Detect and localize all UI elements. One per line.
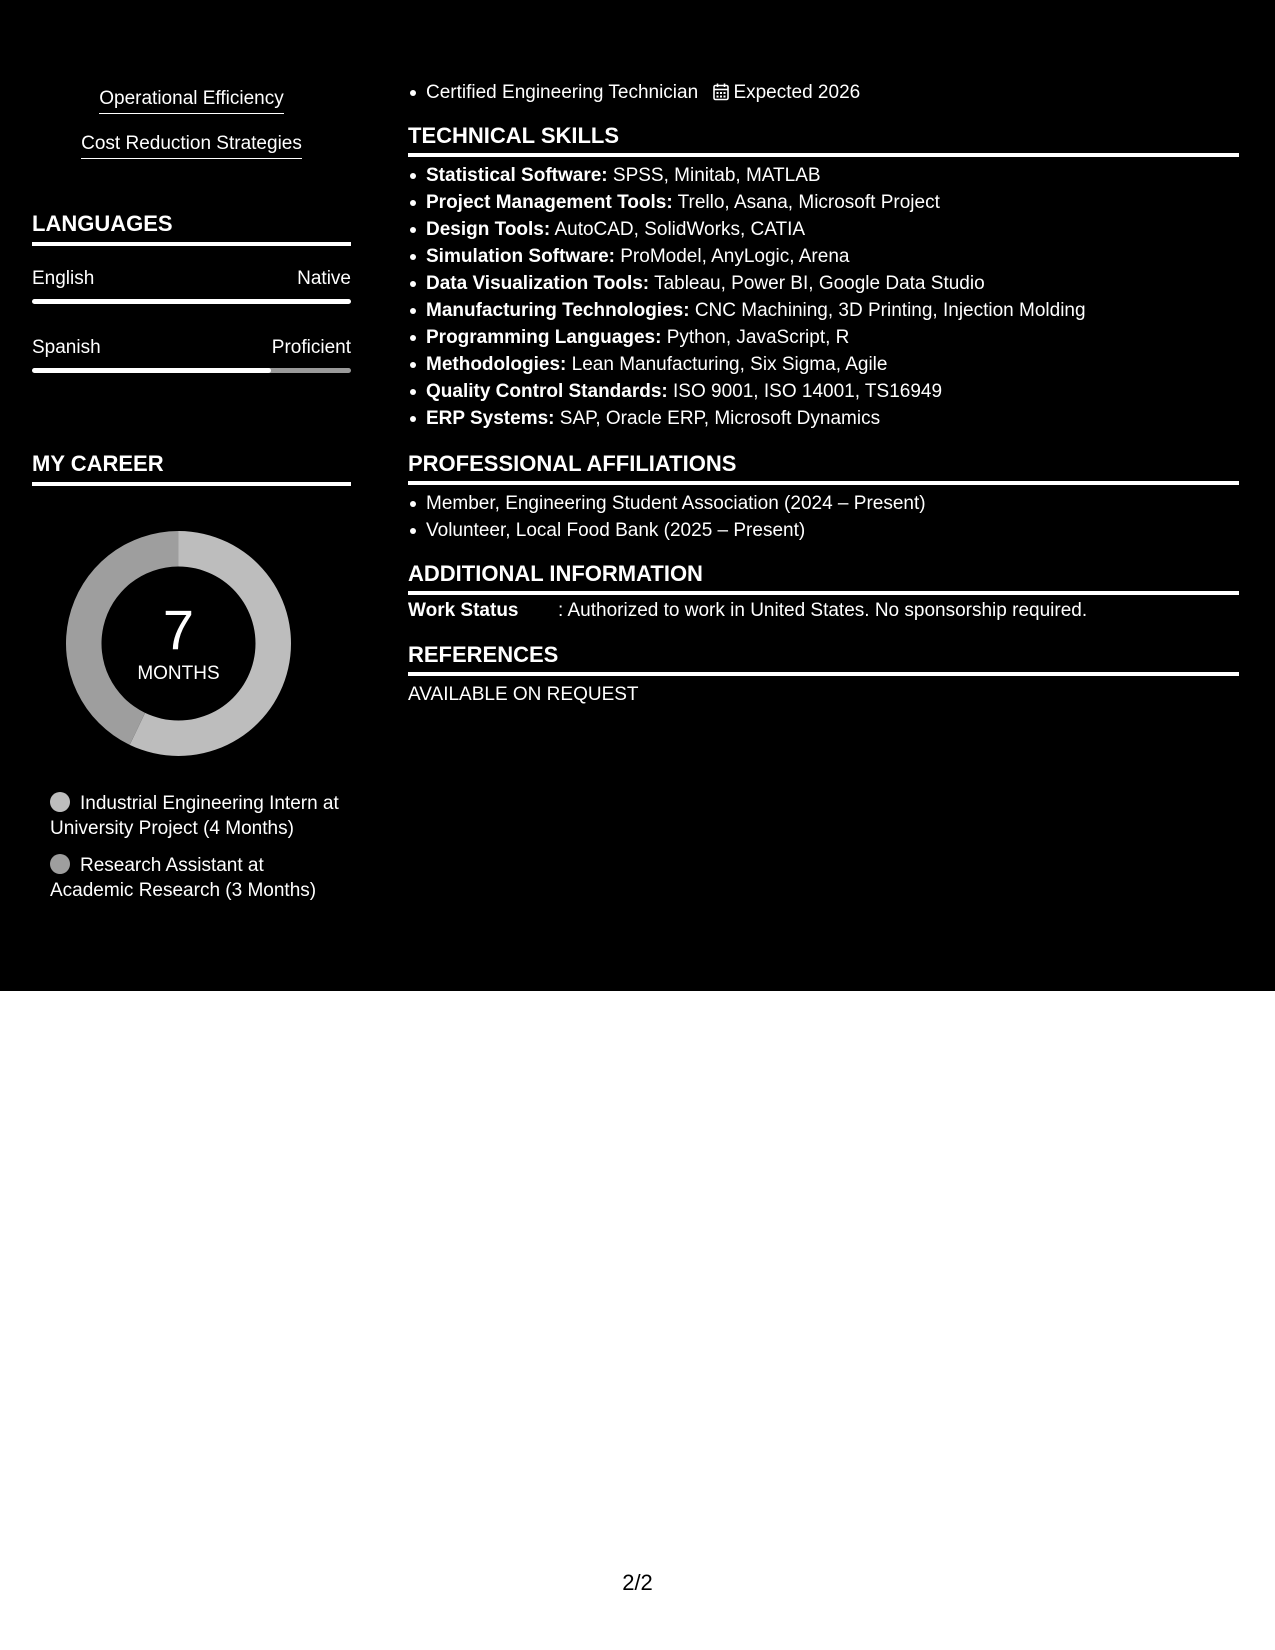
skill-category: Programming Languages:: [426, 327, 662, 348]
career-legend-label: Research Assistant at Academic Research (3 Months): [50, 855, 317, 901]
skill-category: Data Visualization Tools:: [426, 273, 650, 294]
skill-values: ProModel, AnyLogic, Arena: [620, 246, 850, 267]
work-status-row: [408, 600, 1239, 622]
affiliations-heading: PROFESSIONAL AFFILIATIONS: [408, 451, 1239, 485]
affiliation-item: Member, Engineering Student Association (2024 – Present): [408, 490, 1239, 517]
skill-values: Python, JavaScript, R: [666, 327, 850, 348]
skill-category: Simulation Software:: [426, 246, 615, 267]
career-heading: MY CAREER: [32, 451, 351, 486]
skill-category: Manufacturing Technologies:: [426, 300, 690, 321]
skill-values: ISO 9001, ISO 14001, TS16949: [673, 381, 943, 402]
career-legend-label: Industrial Engineering Intern at University Project (4 Months): [50, 793, 339, 839]
skill-item: [408, 351, 1239, 378]
skill-item: [408, 243, 1239, 270]
skill-tag: [32, 88, 351, 114]
page-number: 2/2: [622, 1570, 653, 1595]
work-status-label: Work Status: [408, 600, 519, 621]
skill-item: [408, 378, 1239, 405]
skill-item: [408, 189, 1239, 216]
skill-values: CNC Machining, 3D Printing, Injection Molding: [694, 300, 1086, 321]
skill-values: SAP, Oracle ERP, Microsoft Dynamics: [559, 408, 881, 429]
skill-values: SPSS, Minitab, MATLAB: [612, 165, 821, 186]
career-total-months: 7: [162, 598, 195, 661]
career-legend-item: [50, 791, 350, 841]
certification-list: [408, 79, 1239, 106]
skill-item: [408, 270, 1239, 297]
language-proficiency-bar: [32, 368, 351, 373]
affiliation-item: Volunteer, Local Food Bank (2025 – Present): [408, 517, 1239, 544]
technical-skills-heading: TECHNICAL SKILLS: [408, 123, 1239, 157]
skill-item: [408, 216, 1239, 243]
skill-item: [408, 405, 1239, 432]
affiliations-list: [408, 490, 1239, 544]
certification-item: [408, 79, 1239, 106]
skill-category: Design Tools:: [426, 219, 551, 240]
language-level: Native: [297, 268, 351, 289]
career-legend-item: [50, 853, 350, 903]
skill-values: Lean Manufacturing, Six Sigma, Agile: [571, 354, 888, 375]
additional-info-heading: ADDITIONAL INFORMATION: [408, 561, 1239, 595]
skill-values: AutoCAD, SolidWorks, CATIA: [554, 219, 806, 240]
language-row: [32, 337, 351, 359]
language-proficiency-fill: [32, 368, 271, 373]
language-row: [32, 268, 351, 290]
career-total-unit: MONTHS: [137, 663, 220, 684]
skill-item: [408, 324, 1239, 351]
skill-tag-label: Operational Efficiency: [99, 88, 283, 114]
skill-item: [408, 162, 1239, 189]
skill-values: Trello, Asana, Microsoft Project: [677, 192, 940, 213]
legend-dot-icon: [50, 792, 70, 812]
certification-date: Expected 2026: [733, 82, 861, 103]
references-heading: REFERENCES: [408, 642, 1239, 676]
references-text: AVAILABLE ON REQUEST: [408, 684, 639, 705]
skill-category: Methodologies:: [426, 354, 567, 375]
skill-category: Statistical Software:: [426, 165, 608, 186]
skill-category: Quality Control Standards:: [426, 381, 668, 402]
languages-heading: LANGUAGES: [32, 211, 351, 246]
certification-name: Certified Engineering Technician: [426, 82, 699, 103]
technical-skills-list: [408, 162, 1239, 432]
language-proficiency-fill: [32, 299, 351, 304]
language-name: Spanish: [32, 337, 101, 358]
skill-tag: [32, 133, 351, 159]
calendar-icon: [713, 83, 729, 101]
legend-dot-icon: [50, 854, 70, 874]
skill-category: Project Management Tools:: [426, 192, 673, 213]
language-name: English: [32, 268, 95, 289]
skill-item: [408, 297, 1239, 324]
skill-category: ERP Systems:: [426, 408, 555, 429]
work-status-value: : Authorized to work in United States. No sponsorship required.: [558, 600, 1088, 621]
language-level: Proficient: [271, 337, 351, 358]
language-proficiency-bar: [32, 299, 351, 304]
skill-values: Tableau, Power BI, Google Data Studio: [654, 273, 985, 294]
skill-tag-label: Cost Reduction Strategies: [81, 133, 302, 159]
